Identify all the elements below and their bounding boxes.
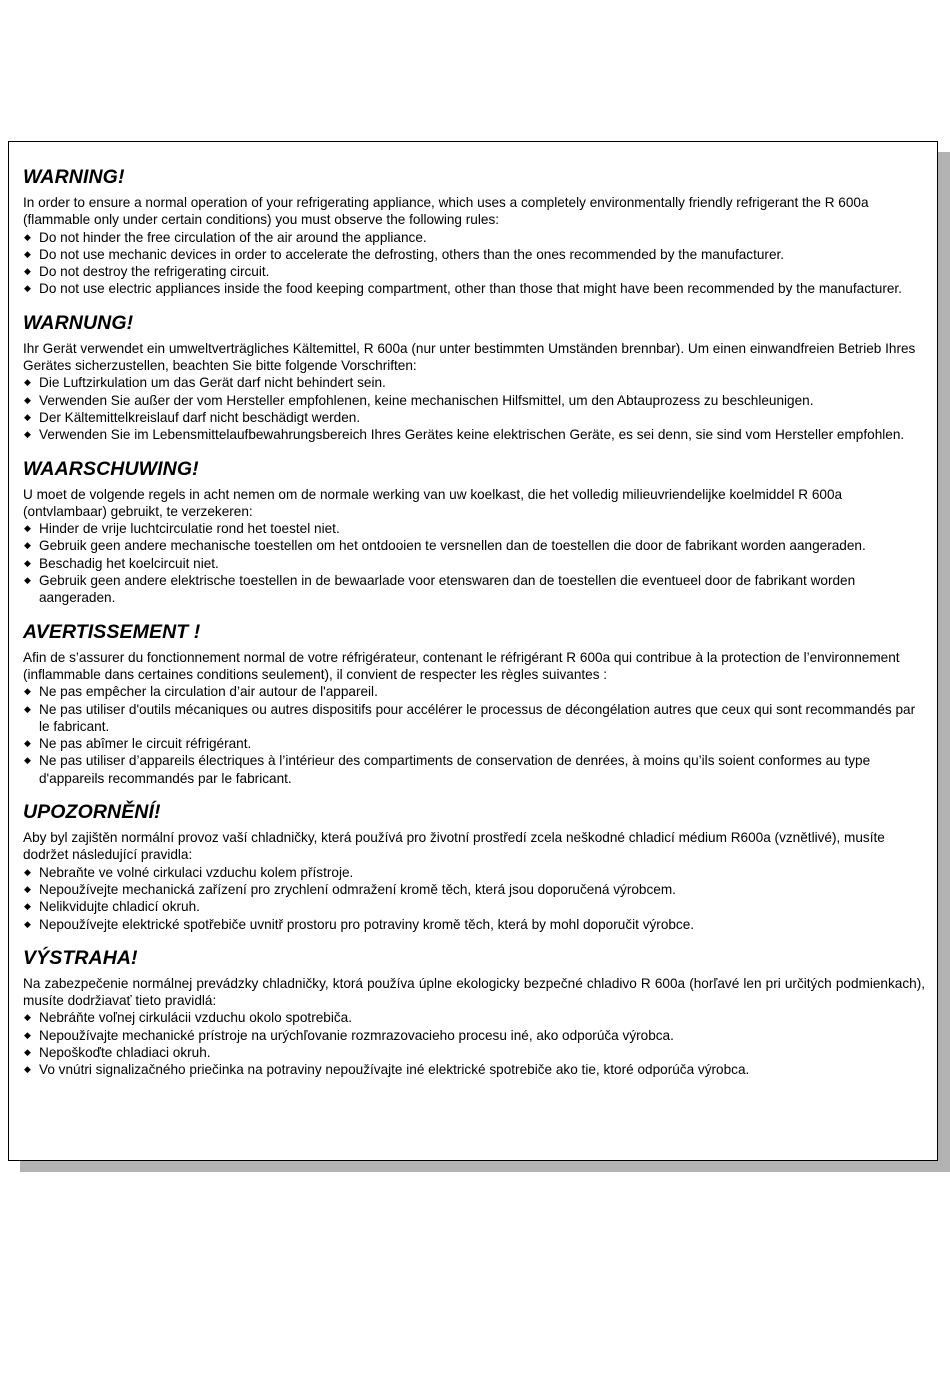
- list-item: ◆ Nepoškoďte chladiaci okruh.: [24, 1044, 211, 1060]
- diamond-bullet-icon: ◆: [24, 377, 31, 388]
- section-heading: WARNING!: [23, 166, 125, 188]
- section-intro: U moet de volgende regels in acht nemen om de normale werking van uw koelkast, die het volledig milieuvriendelijke koelmiddel R 600a (ontvlambaar) gebruikt, te verzekeren:: [23, 486, 843, 519]
- section-heading: WARNUNG!: [23, 311, 134, 334]
- section-heading: UPOZORNĚNÍ!: [23, 801, 161, 824]
- diamond-bullet-icon: ◆: [24, 703, 31, 714]
- diamond-bullet-icon: ◆: [24, 1029, 31, 1040]
- diamond-bullet-icon: ◆: [24, 557, 31, 568]
- rules-list: [23, 864, 925, 933]
- list-item: ◆ Nelikvidujte chladicí okruh.: [24, 899, 200, 915]
- list-item: ◆ Ne pas utiliser d’appareils électriques à l’intérieur des compartiments de conservation de denrées, à moins qu’ils soient conformes au type d'appareils recommandés par le fabricant.: [24, 753, 871, 786]
- section-heading: AVERTISSEMENT !: [23, 620, 201, 643]
- list-item: ◆ Gebruik geen andere mechanische toestellen om het ontdooien te versnellen dan de toestellen die door de fabrikant worden aangeraden.: [24, 538, 866, 554]
- rules-list: [23, 229, 925, 298]
- list-item: ◆ Do not use electric appliances inside the food keeping compartment, other than those that might have been recommended by the manufacturer.: [24, 281, 902, 297]
- section-intro: Na zabezpečenie normálnej prevádzky chladničky, ktorá používa úplne ekologicky bezpečné chladivo R 600a (horľavé len pri určitých podmienkach), musíte dodržiavať tieto pravidlá:: [23, 975, 925, 1009]
- list-item: ◆ Die Luftzirkulation um das Gerät darf nicht behindert sein.: [24, 375, 386, 391]
- diamond-bullet-icon: ◆: [24, 231, 31, 242]
- diamond-bullet-icon: ◆: [24, 411, 31, 422]
- diamond-bullet-icon: ◆: [24, 738, 31, 749]
- list-item: ◆ Ne pas abîmer le circuit réfrigérant.: [24, 736, 252, 752]
- diamond-bullet-icon: ◆: [24, 523, 31, 534]
- list-item: ◆ Vo vnútri signalizačného priečinka na potraviny nepoužívajte iné elektrické spotrebiče ako tie, ktoré odporúča výrobca.: [24, 1062, 750, 1078]
- diamond-bullet-icon: ◆: [24, 394, 31, 405]
- diamond-bullet-icon: ◆: [24, 575, 31, 586]
- list-item: ◆ Ne pas utiliser d'outils mécaniques ou autres dispositifs pour accélérer le processus de décongélation autres que ceux qui sont recommandés par le fabricant.: [24, 701, 916, 734]
- diamond-bullet-icon: ◆: [24, 283, 31, 294]
- section-intro: Ihr Gerät verwendet ein umweltverträgliches Kältemittel, R 600a (nur unter bestimmten Umständen brennbar). Um einen einwandfreien Betrieb Ihres Gerätes sicherzustellen, beachten Sie bitte folgende Vorschriften:: [23, 340, 916, 374]
- rules-list: [23, 374, 925, 443]
- list-item: ◆ Ne pas empêcher la circulation d’air autour de l'appareil.: [24, 684, 378, 700]
- diamond-bullet-icon: ◆: [24, 686, 31, 697]
- list-item: ◆ Verwenden Sie außer der vom Hersteller empfohlenen, keine mechanischen Hilfsmittel, um den Abtauprozess zu beschleunigen.: [24, 392, 814, 408]
- list-item: ◆ Do not destroy the refrigerating circuit.: [24, 264, 270, 280]
- diamond-bullet-icon: ◆: [24, 901, 31, 912]
- diamond-bullet-icon: ◆: [24, 248, 31, 259]
- list-item: ◆ Nebráňte voľnej cirkulácii vzduchu okolo spotrebiča.: [24, 1010, 353, 1026]
- diamond-bullet-icon: ◆: [24, 266, 31, 277]
- section-upozorneni-cs: [23, 800, 925, 933]
- section-avertissement-fr: [23, 620, 925, 787]
- list-item: ◆ Nebraňte ve volné cirkulaci vzduchu kolem přístroje.: [24, 864, 354, 880]
- section-waarschuwing-nl: [23, 457, 925, 607]
- list-item: ◆ Nepoužívejte mechanická zařízení pro zrychlení odmražení kromě těch, která jsou doporučená výrobcem.: [24, 881, 676, 897]
- list-item: ◆ Beschadig het koelcircuit niet.: [24, 555, 219, 571]
- diamond-bullet-icon: ◆: [24, 755, 31, 766]
- diamond-bullet-icon: ◆: [24, 883, 31, 894]
- diamond-bullet-icon: ◆: [24, 1012, 31, 1023]
- section-heading: VÝSTRAHA!: [23, 946, 138, 969]
- section-warning-en: [23, 165, 925, 298]
- rules-list: [23, 520, 925, 606]
- list-item: ◆ Nepoužívejte elektrické spotřebiče uvnitř prostoru pro potraviny kromě těch, která by mohl doporučit výrobce.: [24, 916, 695, 932]
- diamond-bullet-icon: ◆: [24, 429, 31, 440]
- section-vystraha-sk: [23, 946, 925, 1079]
- diamond-bullet-icon: ◆: [24, 918, 31, 929]
- list-item: ◆ Verwenden Sie im Lebensmittelaufbewahrungsbereich Ihres Gerätes keine elektrischen Geräte, es sei denn, sie sind vom Hersteller empfohlen.: [24, 427, 905, 443]
- list-item: ◆ Hinder de vrije luchtcirculatie rond het toestel niet.: [24, 521, 340, 537]
- section-heading: WAARSCHUWING!: [23, 457, 199, 480]
- list-item: ◆ Do not hinder the free circulation of the air around the appliance.: [24, 229, 427, 245]
- diamond-bullet-icon: ◆: [24, 866, 31, 877]
- list-item: ◆ Der Kältemittelkreislauf darf nicht beschädigt werden.: [24, 409, 361, 425]
- diamond-bullet-icon: ◆: [24, 1064, 31, 1075]
- section-warnung-de: [23, 311, 925, 444]
- diamond-bullet-icon: ◆: [24, 1046, 31, 1057]
- section-intro: Aby byl zajištěn normální provoz vaší chladničky, která používá pro životní prostředí zcela neškodné chladicí médium R600a (vznětlivé), musíte dodržet následující pravidla:: [23, 830, 885, 863]
- list-item: ◆ Nepoužívajte mechanické prístroje na urýchľovanie rozmrazovacieho procesu iné, ako odporúča výrobca.: [24, 1027, 674, 1043]
- list-item: ◆ Do not use mechanic devices in order to accelerate the defrosting, others than the ones recommended by the manufacturer.: [24, 246, 785, 262]
- rules-list: [23, 1009, 925, 1078]
- list-item: ◆ Gebruik geen andere elektrische toestellen in de bewaarlade voor etenswaren dan de toestellen die eventueel door de fabrikant worden aangeraden.: [24, 573, 856, 606]
- warning-box: [8, 141, 938, 1161]
- section-intro: In order to ensure a normal operation of your refrigerating appliance, which uses a completely environmentally friendly refrigerant the R 600a (flammable only under certain conditions) you must observe the following rules:: [23, 195, 869, 228]
- diamond-bullet-icon: ◆: [24, 540, 31, 551]
- section-intro: Afin de s’assurer du fonctionnement normal de votre réfrigérateur, contenant le réfrigérant R 600a qui contribue à la protection de l’environnement (inflammable dans certaines conditions seulement), il convient de respecter les règles suivantes :: [23, 649, 900, 682]
- rules-list: [23, 683, 925, 787]
